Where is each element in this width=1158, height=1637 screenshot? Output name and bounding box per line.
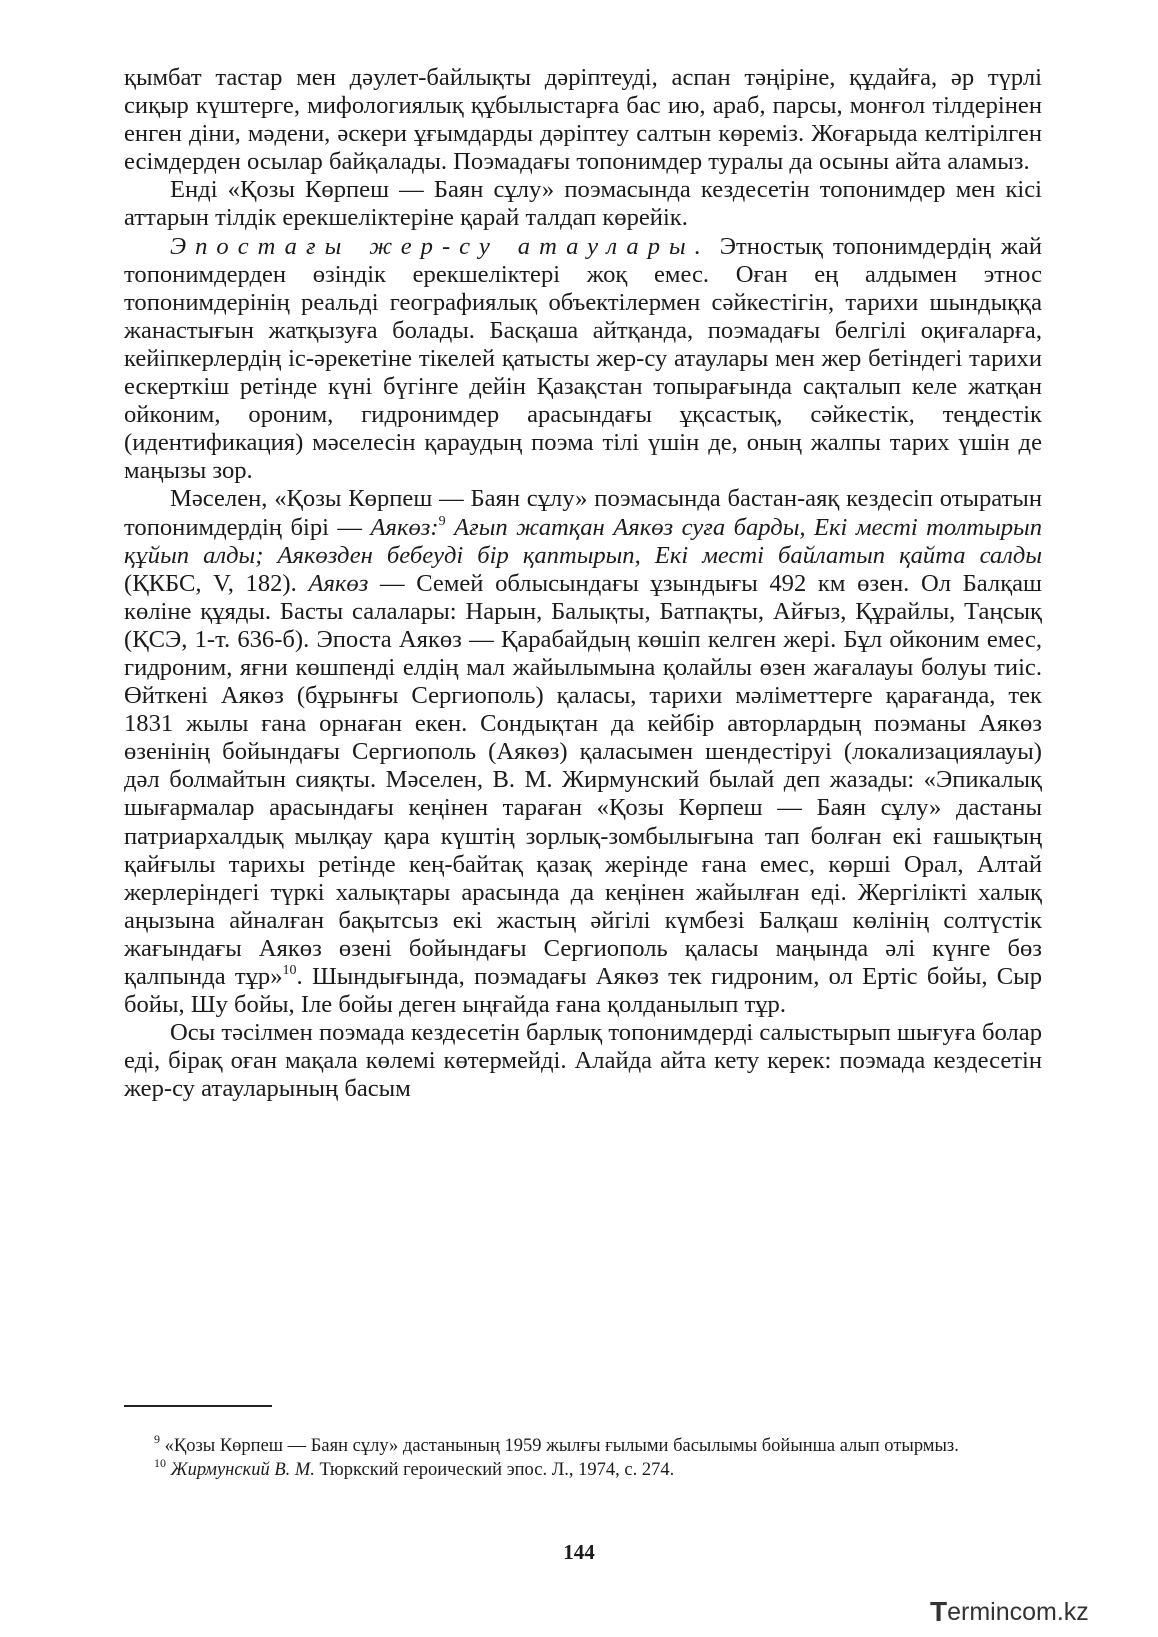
footnote-ref: 10 bbox=[282, 963, 297, 978]
italic-text: Ағып жатқан Аякөз суға барды, Екі месті толтырып құйып алды; Аякөзден бебеуді бір қаптырып, Екі месті байлатып қайта салды bbox=[124, 513, 1042, 569]
italic-text: Аякөз bbox=[308, 569, 369, 597]
text-run: Этностық топонимдердің жай топонимдерден өзіндік ерекшеліктері жоқ емес. Оған ең алдымен этнос топонимдерінің реальді географиялық объектілермен сәйкестігін, тарихи шындыққа жанастығын жатқызуға болады. Басқаша айтқанда, поэмадағы белгілі оқиғаларға, кейіпкерлердің іс-әрекетіне тікелей қатысты жер-су атаулары мен жер бетіндегі тарихи ескерткіш ретінде күні бүгінге дейін Қазақстан топырағында сақталып келе жатқан ойконим, ороним, гидронимдер арасындағы ұқсастық, сәйкестік, теңдестік (идентификация) мәселесін қараудың поэма тілі үшін де, оның жалпы тарих үшін де маңызы зор. bbox=[124, 232, 1042, 485]
footnotes bbox=[124, 1434, 1042, 1482]
page-number: 144 bbox=[563, 1540, 595, 1564]
text-run: — Семей облысындағы ұзындығы 492 км өзен. Ол Балқаш көліне құяды. Басты салалары: Нарын, Балықты, Батпақты, Айғыз, Құрайлы, Таңсық (ҚСЭ, 1-т. 636-б). Эпоста Аякөз — Қарабайдың көшіп келген жері. Бұл ойконим емес, гидроним, яғни көшпенді елдің мал жайылымына қолайлы өзен жағалауы болуы тиіс. Өйткені Аякөз (бұрынғы Сергиополь) қаласы, тарихи мәліметтерге қарағанда, тек 1831 жылы ғана орнаған екен. Сондықтан да кейбір авторлардың поэманы Аякөз өзенінің бойындағы Сергиополь (Аякөз) қаласымен шендестіруі (локализациялауы) дәл болмайтын сияқты. Мәселен, В. М. Жирмунский былай деп жазады: «Эпикалық шығармалар арасындағы кеңінен тараған «Қозы Көрпеш — Баян сұлу» дастаны патриархалдық мылқау қара күштің зорлық-зомбылығына тап болған екі ғашықтың қайғылы тарихы ретінде кең-байтақ қазақ жерінде ғана емес, көрші Орал, Алтай жерлеріндегі түркі халықтары арасында да кеңінен жайылған еді. Жергілікті халық аңызына айналған бақытсыз екі жастың әйгілі күмбезі Балқаш көлінің солтүстік жағындағы Аякөз өзені бойындағы Сергиополь қаласы маңында әлі күнге бөз қалпында тұр» bbox=[124, 569, 1042, 990]
text-run: . Шындығында, поэмадағы Аякөз тек гидроним, ол Ертіс бойы, Сыр бойы, Шу бойы, Іле бойы деген ыңғайда ғана қолданылып тұр. bbox=[124, 963, 1042, 1019]
footnote bbox=[124, 1434, 1042, 1458]
text-run: Енді «Қозы Көрпеш — Баян сұлу» поэмасында кездесетін топонимдер мен кісі аттарын тілдік ерекшеліктеріне қарай талдап көрейік. bbox=[124, 176, 1042, 232]
italic-text: Аякөз: bbox=[370, 513, 439, 541]
footnote-ref: 9 bbox=[154, 1432, 160, 1446]
footnote-ref: 9 bbox=[438, 513, 446, 529]
watermark-initial: T bbox=[930, 1596, 948, 1627]
text-run: Осы тәсілмен поэмада кездесетін барлық топонимдерді салыстырып шығуға болар еді, бірақ оған мақала көлемі көтермейді. Алайда айта кету керек: поэмада кездесетін жер-су атауларының басым bbox=[124, 1019, 1042, 1103]
text-run: Тюркский героический эпос. Л., 1974, с. 274. bbox=[314, 1460, 675, 1480]
footnote-ref: 10 bbox=[154, 1456, 166, 1470]
footnote bbox=[124, 1458, 1042, 1482]
termincom-watermark bbox=[930, 1595, 1130, 1629]
italic-text: Жирмунский В. М. bbox=[166, 1460, 315, 1480]
watermark-text: ermincom.kz bbox=[947, 1597, 1089, 1626]
paragraph bbox=[124, 233, 1042, 486]
body-text bbox=[124, 64, 1042, 1103]
paragraph bbox=[124, 176, 1042, 232]
paragraph bbox=[124, 1019, 1042, 1103]
footnote-separator bbox=[124, 1405, 272, 1407]
text-run: (ҚКБС, V, 182). bbox=[124, 569, 309, 597]
paragraph bbox=[124, 64, 1042, 176]
text-run: Мәселен, «Қозы Көрпеш — Баян сұлу» поэмасында бастан-аяқ кездесіп отыратын топонимдердің бірі — bbox=[124, 485, 1042, 541]
text-run: «Қозы Көрпеш — Баян сұлу» дастанының 1959 жылғы ғылыми басылымы бойынша алып отырмыз. bbox=[160, 1436, 959, 1456]
section-heading: Эпостағы жер-су атаулары. bbox=[170, 232, 710, 260]
paragraph bbox=[124, 485, 1042, 1019]
text-run: қымбат тастар мен дәулет-байлықты дәріптеуді, аспан тәңіріне, құдайға, әр түрлі сиқыр күштерге, мифологиялық құбылыстарға бас ию, араб, парсы, монғол тілдерінен енген діни, мәдени, әскери ұғымдарды дәріптеу салтын көреміз. Жоғарыда келтірілген есімдерден осылар байқалады. Поэмадағы топонимдер туралы да осыны айта аламыз. bbox=[124, 64, 1042, 176]
